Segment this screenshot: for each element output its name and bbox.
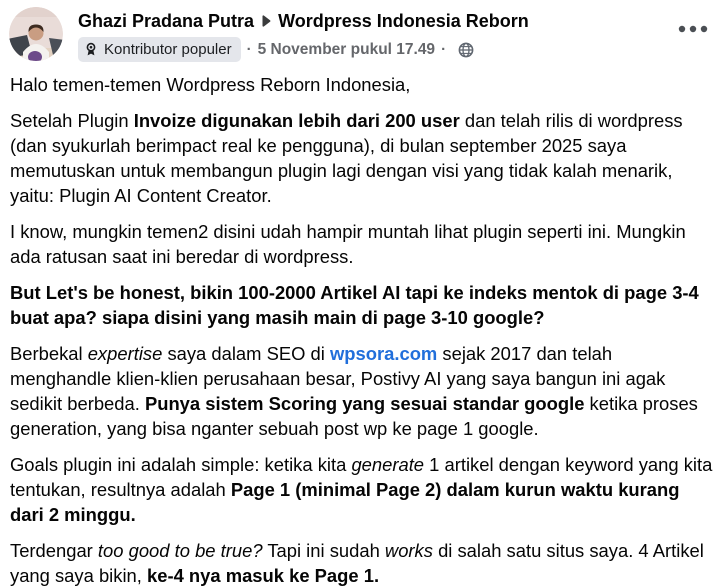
contributor-badge[interactable]: [78, 37, 241, 62]
avatar[interactable]: [9, 7, 63, 61]
post-paragraph: [10, 72, 715, 97]
text-segment: saya dalam SEO di: [162, 343, 330, 364]
title-row: [78, 9, 529, 33]
text-segment: generate: [351, 454, 425, 475]
meta-row: [78, 37, 529, 62]
wpsora-link[interactable]: wpsora.com: [329, 343, 438, 364]
medal-icon: [84, 42, 98, 57]
timestamp[interactable]: 5 November pukul 17.49: [257, 40, 436, 58]
text-segment: expertise: [87, 343, 163, 364]
globe-icon: [458, 42, 474, 58]
ellipsis-icon: [678, 25, 708, 33]
post-paragraph: [10, 341, 715, 441]
group-name[interactable]: Wordpress Indonesia Reborn: [278, 11, 529, 31]
avatar-photo: [9, 7, 63, 61]
text-segment: Berbekal: [10, 343, 88, 364]
text-segment: di salah satu situs saya. 4 Artikel yang saya bikin,: [10, 540, 704, 586]
post-body: [0, 62, 725, 588]
text-segment: ketika proses generation, yang bisa nganter sebuah post wp ke page 1 google.: [10, 393, 698, 439]
text-segment: Page 1 (minimal Page 2) dalam kurun waktu kurang dari 2 minggu.: [10, 479, 680, 525]
text-segment: ke-4 nya masuk ke Page 1.: [147, 565, 380, 586]
post-menu-button[interactable]: [674, 21, 712, 37]
post-paragraph: [10, 108, 715, 208]
text-segment: But Let's be honest, bikin 100-2000 Artikel AI tapi ke indeks mentok di page 3-4 buat apa? siapa disini yang masih main di page 3-10 google?: [10, 282, 699, 328]
text-segment: sejak 2017 dan telah menghandle klien-klien perusahaan besar, Postivy AI yang saya bangun ini agak sedikit berbeda.: [10, 343, 666, 414]
text-segment: works: [384, 540, 433, 561]
post-paragraph: [10, 452, 715, 527]
text-segment: Tapi ini sudah: [262, 540, 385, 561]
text-segment: dan telah rilis di wordpress (dan syukurlah berimpact real ke pengguna), di bulan september 2025 saya memutuskan untuk membangun plugin lagi dengan visi yang tidak kalah menarik, yaitu: Plugin AI Content Creator.: [10, 110, 683, 206]
text-segment: Punya sistem Scoring yang sesuai standar google: [144, 393, 585, 414]
post-paragraph: [10, 538, 715, 588]
chevron-right-icon: [261, 15, 271, 27]
header-info: [78, 7, 529, 62]
text-segment: Terdengar: [10, 540, 98, 561]
meta-separator: ·: [441, 41, 447, 58]
post-paragraph: [10, 280, 715, 330]
post-header: [0, 0, 725, 62]
text-segment: Halo temen-temen Wordpress Reborn Indonesia,: [10, 74, 411, 95]
text-segment: Goals plugin ini adalah simple: ketika kita: [10, 454, 352, 475]
text-segment: Invoize digunakan lebih dari 200 user: [133, 110, 460, 131]
badge-label: Kontributor populer: [104, 41, 232, 58]
meta-separator: ·: [246, 41, 252, 58]
post-paragraph: [10, 219, 715, 269]
text-segment: Setelah Plugin: [10, 110, 134, 131]
text-segment: I know, mungkin temen2 disini udah hampir muntah lihat plugin seperti ini. Mungkin ada ratusan saat ini beredar di wordpress.: [10, 221, 686, 267]
author-name[interactable]: Ghazi Pradana Putra: [78, 11, 255, 31]
text-segment: 1 artikel dengan keyword yang kita tentukan, resultnya adalah: [10, 454, 713, 500]
text-segment: too good to be true?: [97, 540, 263, 561]
